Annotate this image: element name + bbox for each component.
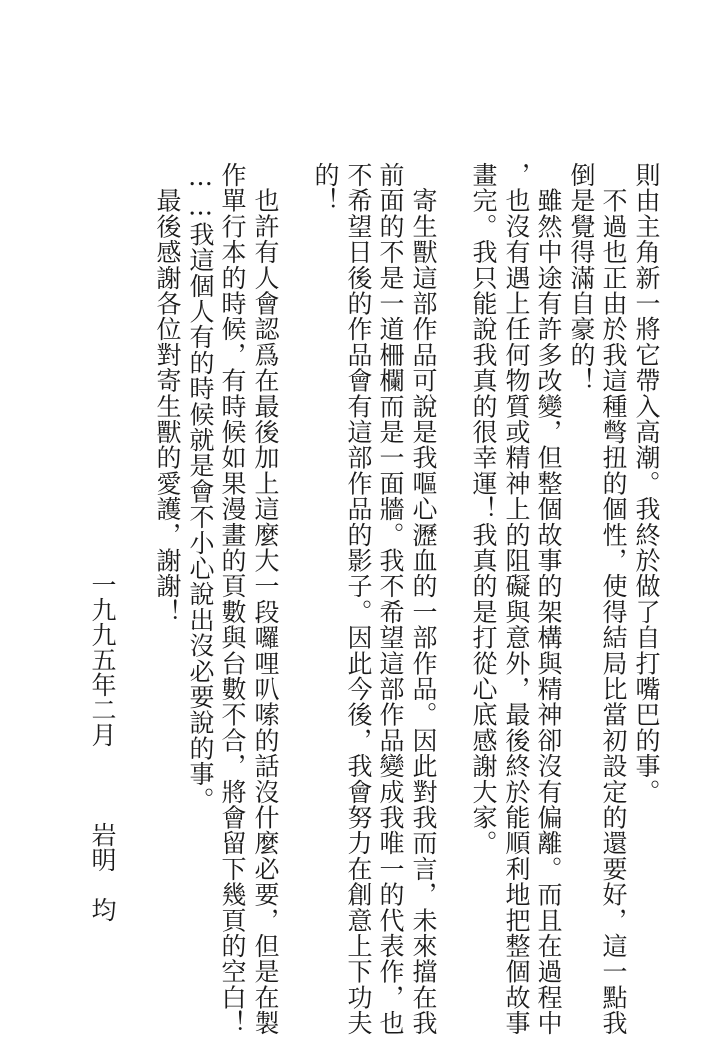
text-column-6: 畫完。我只能說我真的很幸運！我真的是打從心底感謝大家。 [469, 162, 498, 856]
text-column-4: 雖然中途有許多改變，但整個故事的架構與精神卻沒有偏離。而且在過程中 [534, 162, 563, 1036]
text-column-13: ……我這個人有的時候就是會不小心說出沒必要說的事。 [186, 162, 215, 813]
text-column-2: 不過也正由於我這種彆扭的個性，使得結局比當初設定的還要好，這一點我 [599, 162, 628, 1036]
text-column-8: 前面的不是一道柵欄而是一面牆。我不希望這部作品變成我唯一的代表作，也 [376, 162, 405, 1036]
text-column-12: 作單行本的時候，有時候如果漫畫的頁數與台數不合，將會留下幾頁的空白！ [218, 162, 247, 1036]
text-column-1: 則由主角新一將它帶入高潮。我終於做了自打嘴巴的事。 [632, 162, 661, 805]
text-column-10: 的！ [311, 162, 340, 214]
text-column-14: 最後感謝各位對寄生獸的愛護，謝謝！ [153, 162, 182, 625]
author-name: 岩明 均 [88, 822, 117, 922]
text-column-9: 不希望日後的作品會有這部作品的影子。因此今後，我會努力在創意上下功夫 [344, 162, 373, 1036]
text-column-3: 倒是覺得滿自豪的！ [567, 162, 596, 394]
text-column-7: 寄生獸這部作品可說是我嘔心瀝血的一部作品。因此對我而言，未來擋在我 [409, 162, 438, 1036]
text-column-11: 也許有人會認爲在最後加上這麼大一段囉哩叭嗦的話沒什麼必要，但是在製 [251, 162, 280, 1036]
text-column-5: ，也沒有遇上任何物質或精神上的阻礙與意外，最後終於能順利地把整個故事 [502, 162, 531, 1036]
date-line: 一九九五年二月 [88, 572, 117, 747]
